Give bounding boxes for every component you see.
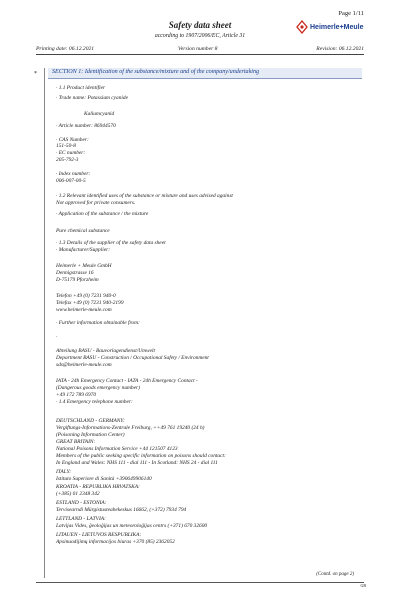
page-number: Page 1/11 [338, 10, 364, 17]
body-line: (Dangerous goods emergency number) [56, 385, 140, 391]
body-line: Members of the public seeking specific information on poisons should contact: [56, 453, 226, 459]
body-line: Pure chemical substance [56, 228, 110, 234]
body-line: (Poisoning Information Center) [56, 432, 125, 438]
body-line: www.heimerle-meule.com [56, 307, 112, 313]
version-number: Version number 8 [178, 46, 218, 52]
document-subtitle: according to 1907/2006/EC, Article 31 [154, 33, 246, 39]
body-line: LETTLAND - LATVIA: [56, 516, 106, 522]
footer-rule [36, 582, 364, 583]
body-line: 151-50-8 [56, 143, 76, 149]
body-line: Istituto Superiore di Sanità +390649906140 [56, 476, 152, 482]
body-line: In England and Wales: NHS 111 - dial 111 - In Scotland: NHS 24 - dial 111 [56, 460, 218, 466]
body-line: · 1.3 Details of the supplier of the safety data sheet [56, 240, 166, 246]
body-line: +49 172 789 6970 [56, 392, 97, 398]
body-line: DEUTSCHLAND - GERMANY: [56, 418, 125, 424]
section-heading-bar [48, 68, 362, 79]
body-line: Not approved for private consumers. [56, 200, 136, 206]
revision-date: Revision: 06.12.2021 [316, 46, 364, 52]
header-rule [36, 54, 364, 55]
body-line: National Poisons Information Service +44 121507 4123 [56, 446, 178, 452]
body-line: · CAS Number: [56, 137, 89, 143]
body-line: ESTLAND - ESTONIA: [56, 500, 107, 506]
document-title: Safety data sheet [168, 20, 232, 30]
body-line: · 1.2 Relevant identified uses of the substance or mixture and uses advised against [56, 193, 233, 199]
body-line: Vergiftungs-Informations-Zentrale Freiburg, ++49 761 19240 (24 h) [56, 425, 205, 431]
body-line: Latvijas Vides, ģeoloģijas un meteoroloģijas centrs (+371) 670 32600 [56, 523, 208, 529]
body-line: 006-007-00-5 [56, 178, 86, 184]
body-line: · Further information obtainable from: [56, 320, 140, 326]
body-line: · Manufacturer/Supplier: [56, 247, 110, 253]
body-line: D-75179 Pforzheim [56, 277, 99, 283]
body-line: KROATIA - REPUBLIKA HRVATSKA: [56, 484, 140, 490]
logo-text: Heimerle+Meule [310, 24, 364, 31]
body-line: · 1.1 Product identifier [56, 85, 106, 91]
body-line: sds@heimerle-meule.com [56, 362, 112, 368]
body-line: · 1.4 Emergency telephone number: [56, 399, 133, 405]
body-line: Abteilung BASU - Bauvorlagendienst/Umwelt [56, 348, 155, 354]
body-line: (+385) 01 2348 342 [56, 491, 100, 497]
body-line: Telefon +49 (0) 7231 940-0 [56, 293, 116, 299]
body-line: Department BASU - Construction / Occupational Safety / Environment [56, 355, 209, 361]
body-line: · Article number: 86944570 [56, 123, 116, 129]
body-line: Kaliumcyanid [84, 111, 115, 117]
body-line: · EC number: [56, 150, 86, 156]
continued-note: (Contd. on page 2) [316, 572, 354, 577]
body-line: Heimerle + Meule GmbH [56, 263, 112, 269]
section-bullet: * [34, 71, 37, 77]
body-line: Tervisearndi Mürgistusteabekeskus 16662, (+372) 7934 794 [56, 507, 187, 513]
body-line: Telefax +49 (0) 7231 940-2199 [56, 300, 124, 306]
body-line: ITALY: [56, 469, 72, 475]
body-line: · Index number: [56, 171, 91, 177]
body-line: IATA - 24h Emergency Contact - IATA - 24h Emergency Contact - [56, 378, 198, 384]
body-line: 205-792-3 [56, 157, 79, 163]
body-line: Apsinuodijimų informacijos biuras +370 (85) 2362052 [56, 539, 175, 545]
section-title: SECTION 1: Identification of the substance/mixture and of the company/undertaking [52, 69, 260, 75]
body-line: · [56, 334, 58, 340]
body-line: LITAUEN - LIETUVOS RESPUBLIKA: [56, 532, 142, 538]
body-line: · Application of the substance / the mixture [56, 211, 149, 217]
printing-date: Printing date: 06.12.2021 [36, 46, 95, 52]
body-line: Dennigstrasse 16 [56, 270, 94, 276]
body-line: GREAT BRITAIN: [56, 439, 96, 445]
footer-code: GB [360, 583, 366, 588]
body-line: · Trade name: Potassium cyanide [56, 95, 129, 101]
